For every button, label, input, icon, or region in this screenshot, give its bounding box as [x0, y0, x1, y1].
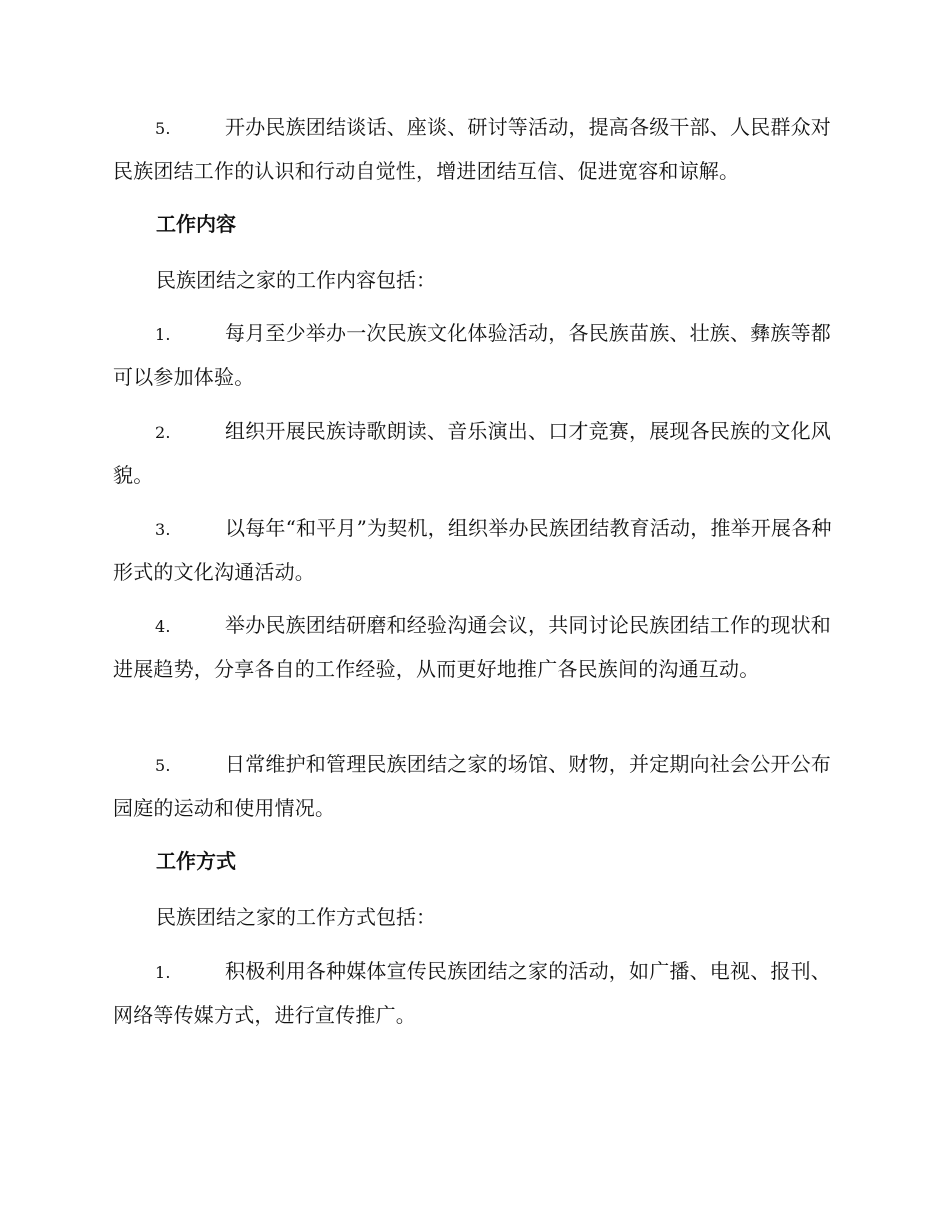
list-text: 组织开展民族诗歌朗读、音乐演出、口才竞赛，展现各民族的文化风貌。: [113, 419, 831, 487]
list-number: 1.: [155, 963, 171, 982]
section-intro: 民族团结之家的工作内容包括：: [156, 268, 436, 292]
list-text: 每月至少举办一次民族文化体验活动，各民族苗族、壮族、彝族等都可以参加体验。: [113, 321, 831, 389]
list-number: 2.: [155, 423, 171, 442]
section-heading: 工作方式: [156, 849, 236, 873]
list-text: 举办民族团结研磨和经验沟通会议，共同讨论民族团结工作的现状和进展趋势，分享各自的工作经验，从而更好地推广各民族间的沟通互动。: [113, 613, 831, 681]
list-number: 3.: [155, 520, 171, 539]
list-text: 日常维护和管理民族团结之家的场馆、财物，并定期向社会公开公布园庭的运动和使用情况。: [113, 752, 831, 820]
list-text: 以每年“和平月”为契机，组织举办民族团结教育活动，推举开展各种形式的文化沟通活动。: [113, 516, 832, 584]
section-heading: 工作内容: [156, 212, 236, 236]
list-item: [113, 507, 835, 593]
list-number: 5.: [155, 756, 171, 775]
list-item: [113, 106, 835, 192]
list-number: 1.: [155, 325, 171, 344]
list-item: [113, 312, 835, 398]
list-text: 积极利用各种媒体宣传民族团结之家的活动，如广播、电视、报刊、网络等传媒方式，进行宣传推广。: [113, 959, 831, 1027]
list-text: 开办民族团结谈话、座谈、研讨等活动，提高各级干部、人民群众对民族团结工作的认识和行动自觉性，增进团结互信、促进宽容和谅解。: [113, 115, 831, 183]
list-item: [113, 604, 835, 690]
list-item: [113, 410, 835, 496]
list-item: [113, 950, 835, 1036]
list-item: [113, 743, 835, 829]
list-number: 4.: [155, 617, 171, 636]
list-number: 5.: [155, 119, 171, 138]
section-intro: 民族团结之家的工作方式包括：: [156, 905, 436, 929]
